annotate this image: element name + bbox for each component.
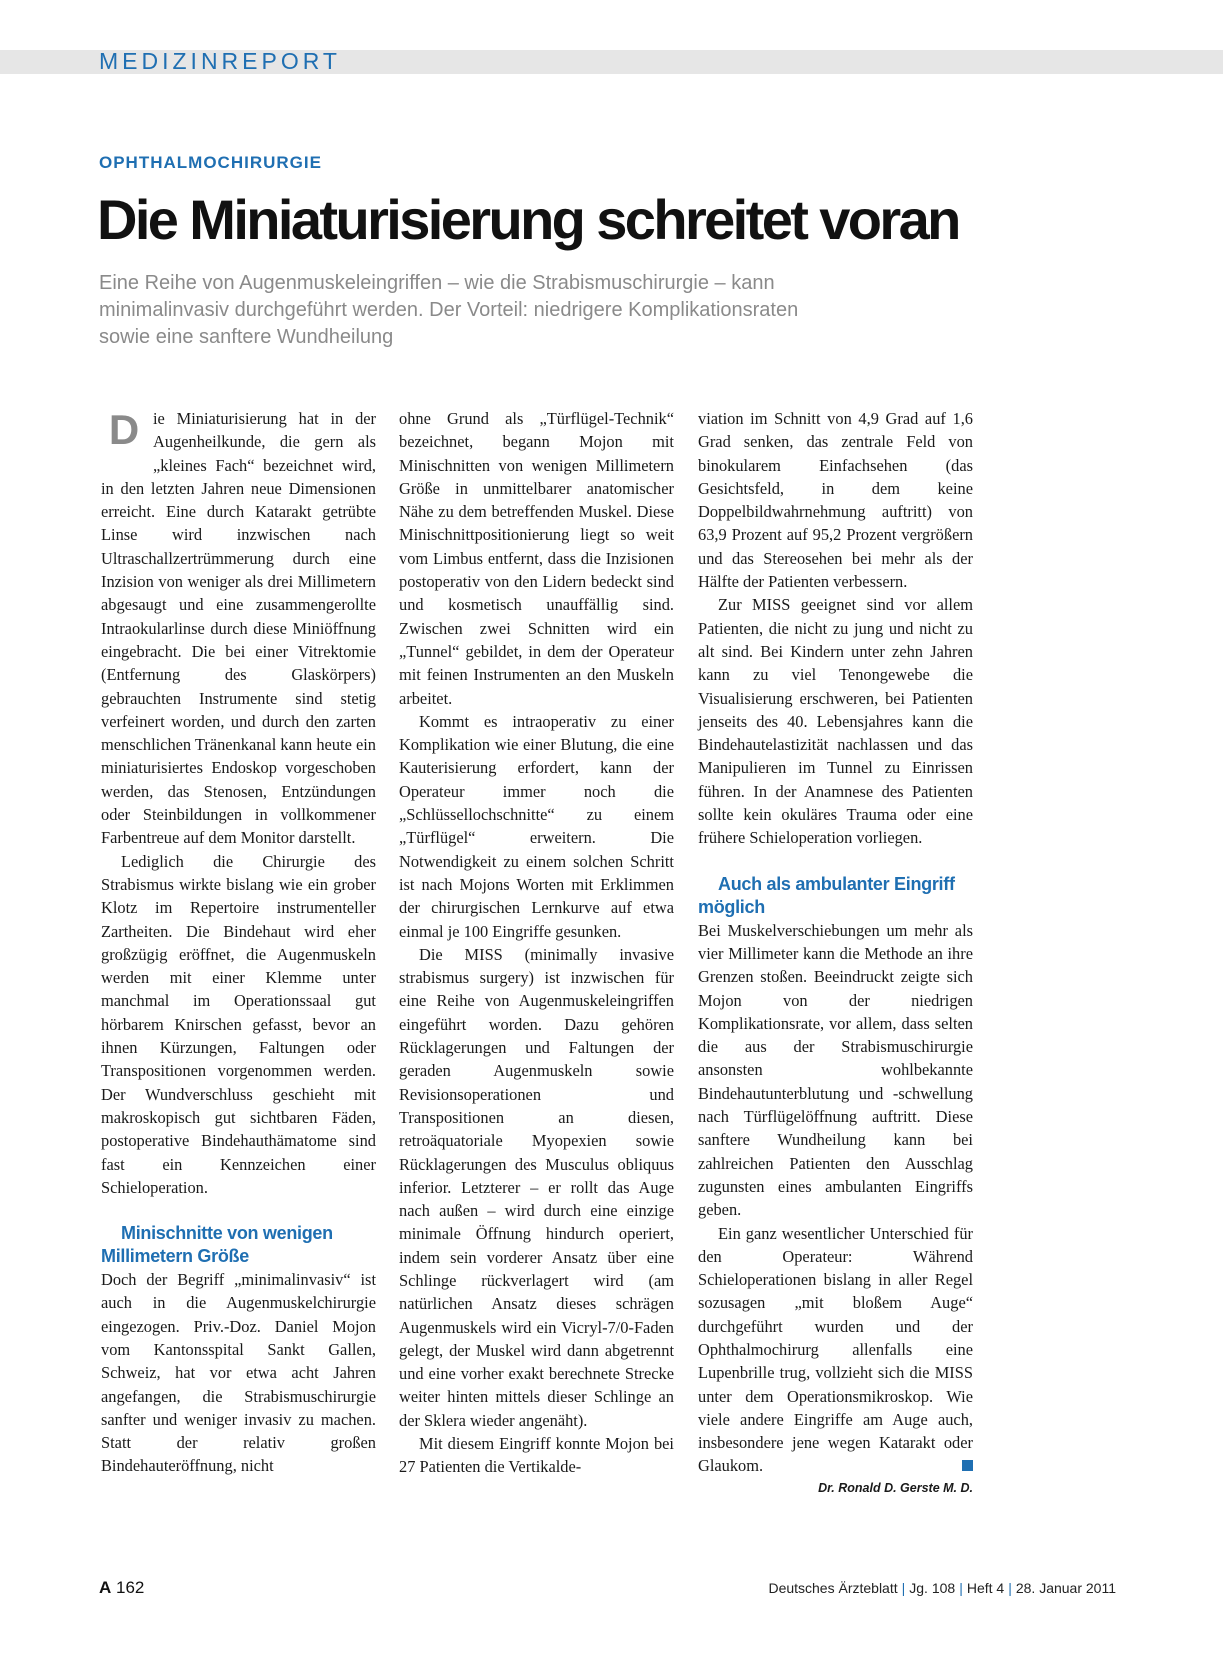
end-mark-icon [962,1460,973,1471]
subheading: Auch als ambulanter Eingriff möglich [698,873,955,917]
journal-volume: Jg. 108 [909,1580,956,1596]
page-number-value: 162 [116,1578,145,1597]
subheading: Minischnitte von wenigen Millimetern Größe [101,1223,333,1267]
article-title: Die Miniaturisierung schreitet voran [97,188,959,251]
article-lead [99,270,999,351]
paragraph [101,407,376,850]
separator: | [901,1580,906,1596]
footer-journal-info [768,1580,1116,1596]
article-kicker: OPHTHALMOCHIRURGIE [99,153,322,172]
journal-date: 28. Januar 2011 [1015,1580,1116,1596]
paragraph-text: Ein ganz wesentlicher Unterschied für den Operateur: Während Schieloperationen bislang in aller Regel sozusagen „mit bloßem Auge“ durchgeführt wurden und der Ophthalmochirurg allenfalls eine Lupenbrille trug, vollzieht sich die MISS unter dem Operationsmikroskop. Wie viele andere Eingriffe am Auge auch, insbesondere jene wegen Katarakt oder Glaukom. [698,1223,973,1476]
column-1 [101,407,376,1478]
drop-cap: D [108,406,140,453]
author-byline: Dr. Ronald D. Gerste M. D. [818,1480,973,1495]
section-label: MEDIZINREPORT [99,48,341,74]
journal-name: Deutsches Ärzteblatt [768,1580,898,1596]
separator: | [959,1580,963,1596]
separator: | [1008,1580,1012,1596]
paragraph: Zur MISS geeignet sind vor allem Patienten, die nicht zu jung und nicht zu alt sind. Bei Kindern unter zehn Jahren kann zu viel Tenongewebe die Visualisierung erschweren, bei Patienten jenseits des 40. Lebensjahres kann die Bindehautelastizität nachlassen und das Manipulieren im Tunnel zu Einrissen führen. In der Anamnese des Patienten sollte kein okuläres Trauma oder eine frühere Schieloperation vorliegen. [698,595,973,848]
paragraph: Bei Muskelverschiebungen um mehr als vier Millimeter kann die Methode an ihre Grenzen stoßen. Beeindruckt zeigte sich Mojon von der niedrigen Komplikationsrate, vor allem, dass selten die aus der Strabismuschirurgie ansonsten wohlbekannte Bindehautunterblutung und -schwellung nach Türflügelöffnung auftritt. Diese sanftere Wundheilung kann bei zahlreichen Patienten den Ausschlag zugunsten eines ambulanten Eingriffs geben. [698,920,973,1220]
column-2 [399,407,674,1479]
paragraph: Doch der Begriff „minimalinvasiv“ ist auch in die Augenmuskelchirurgie eingezogen. Priv.-Doz. Daniel Mojon vom Kantonsspital Sankt Gallen, Schweiz, hat vor etwa acht Jahren angefangen, die Strabismuschirurgie sanfter und weniger invasiv zu machen. Statt der relativ großen Bindehauteröffnung, nicht [101,1270,376,1476]
paragraph: Mit diesem Eingriff konnte Mojon bei 27 Patienten die Vertikalde- [399,1434,674,1477]
column-3 [698,407,973,1498]
page-prefix: A [99,1578,112,1597]
paragraph: ohne Grund als „Türflügel-Technik“ bezeichnet, begann Mojon mit Minischnitten von wenigen Millimetern Größe in unmittelbarer anatomischer Nähe zu dem betreffenden Muskel. Diese Minischnittpositionierung liegt so weit vom Limbus entfernt, dass die Inzisionen postoperativ von den Lidern bedeckt sind und kosmetisch unauffällig sind. Zwischen zwei Schnitten wird ein „Tunnel“ gebildet, in dem der Operateur mit feinen Instrumenten an den Muskeln arbeitet. [399,409,674,708]
paragraph-text: ie Miniaturisierung hat in der Augenheilkunde, die gern als „kleines Fach“ bezeichnet wird, in den letzten Jahren neue Dimensionen erreicht. Eine durch Katarakt getrübte Linse wird inzwischen nach Ultraschallzertrümmerung durch eine Inzision von weniger als drei Millimetern abgesaugt und eine zusammengerollte Intraokularlinse durch diese Miniöffnung eingebracht. Die bei einer Vitrektomie (Entfernung des Glaskörpers) gebrauchten Instrumente sind stetig verfeinert worden, und durch den zarten menschlichen Tränenkanal kann heute ein miniaturisiertes Endoskop vorgeschoben werden, das Stenosen, Entzündungen oder Steinbildungen in vollkommener Farbentreue auf dem Monitor darstellt. [101,409,376,848]
paragraph: Die MISS (minimally invasive strabismus surgery) ist inzwischen für eine Reihe von Augenmuskeleingriffen eingeführt worden. Dazu gehören Rücklagerungen und Faltungen der geraden Augenmuskeln sowie Revisionsoperationen und Transpositionen an diesen, retroäquatoriale Myopexien sowie Rücklagerungen des Musculus obliquus inferior. Letzterer – er rollt das Auge nach außen – wird durch eine einzige minimale Öffnung hindurch operiert, indem sein vorderer Ansatz über eine Schlinge rückverlagert wird (am natürlichen Ansatz dieses schrägen Augenmuskels wird ein Vicryl-7/0-Faden gelegt, der Muskel wird dann abgetrennt und eine vorher exakt berechnete Strecke weiter hinten mittels dieser Schlinge an der Sklera wieder angenäht). [399,944,674,1430]
paragraph: Kommt es intraoperativ zu einer Komplikation wie einer Blutung, die eine Kauterisierung erfordert, kann der Operateur immer noch die „Schlüssellochschnitte“ zu einem „Türflügel“ erweitern. Die Notwendigkeit zu einem solchen Schritt ist nach Mojons Worten mit Erklimmen der chirurgischen Lernkurve auf etwa einmal je 100 Eingriffe gesunken. [399,711,674,941]
lead-line: sowie eine sanftere Wundheilung [99,326,394,348]
journal-issue: Heft 4 [966,1580,1005,1596]
paragraph: Lediglich die Chirurgie des Strabismus wirkte bislang wie ein grober Klotz im Repertoire instrumenteller Zartheiten. Die Bindehaut wird eher großzügig eröffnet, die Augenmuskeln werden mit einer Klemme unter manchmal im Operationssaal gut hörbarem Knirschen gefasst, bevor an ihnen Kürzungen, Faltungen oder Transpositionen vorgenommen werden. Der Wundverschluss geschieht mit makroskopisch gut sichtbaren Fäden, postoperative Bindehauthämatome sind fast ein Kennzeichen einer Schieloperation. [101,851,376,1197]
paragraph [698,1222,973,1478]
paragraph: viation im Schnitt von 4,9 Grad auf 1,6 Grad senken, das zentrale Feld von binokularem Einfachsehen (das Gesichtsfeld, in dem keine Doppelbildwahrnehmung auftritt) von 63,9 Prozent auf 95,2 Prozent vergrößern und das Stereosehen bei mehr als der Hälfte der Patienten verbessern. [698,409,973,592]
lead-line: Eine Reihe von Augenmuskeleingriffen – wie die Strabismuschirurgie – kann [99,272,775,294]
page-number [99,1578,144,1598]
lead-line: minimalinvasiv durchgeführt werden. Der Vorteil: niedrigere Komplikationsraten [99,299,799,321]
